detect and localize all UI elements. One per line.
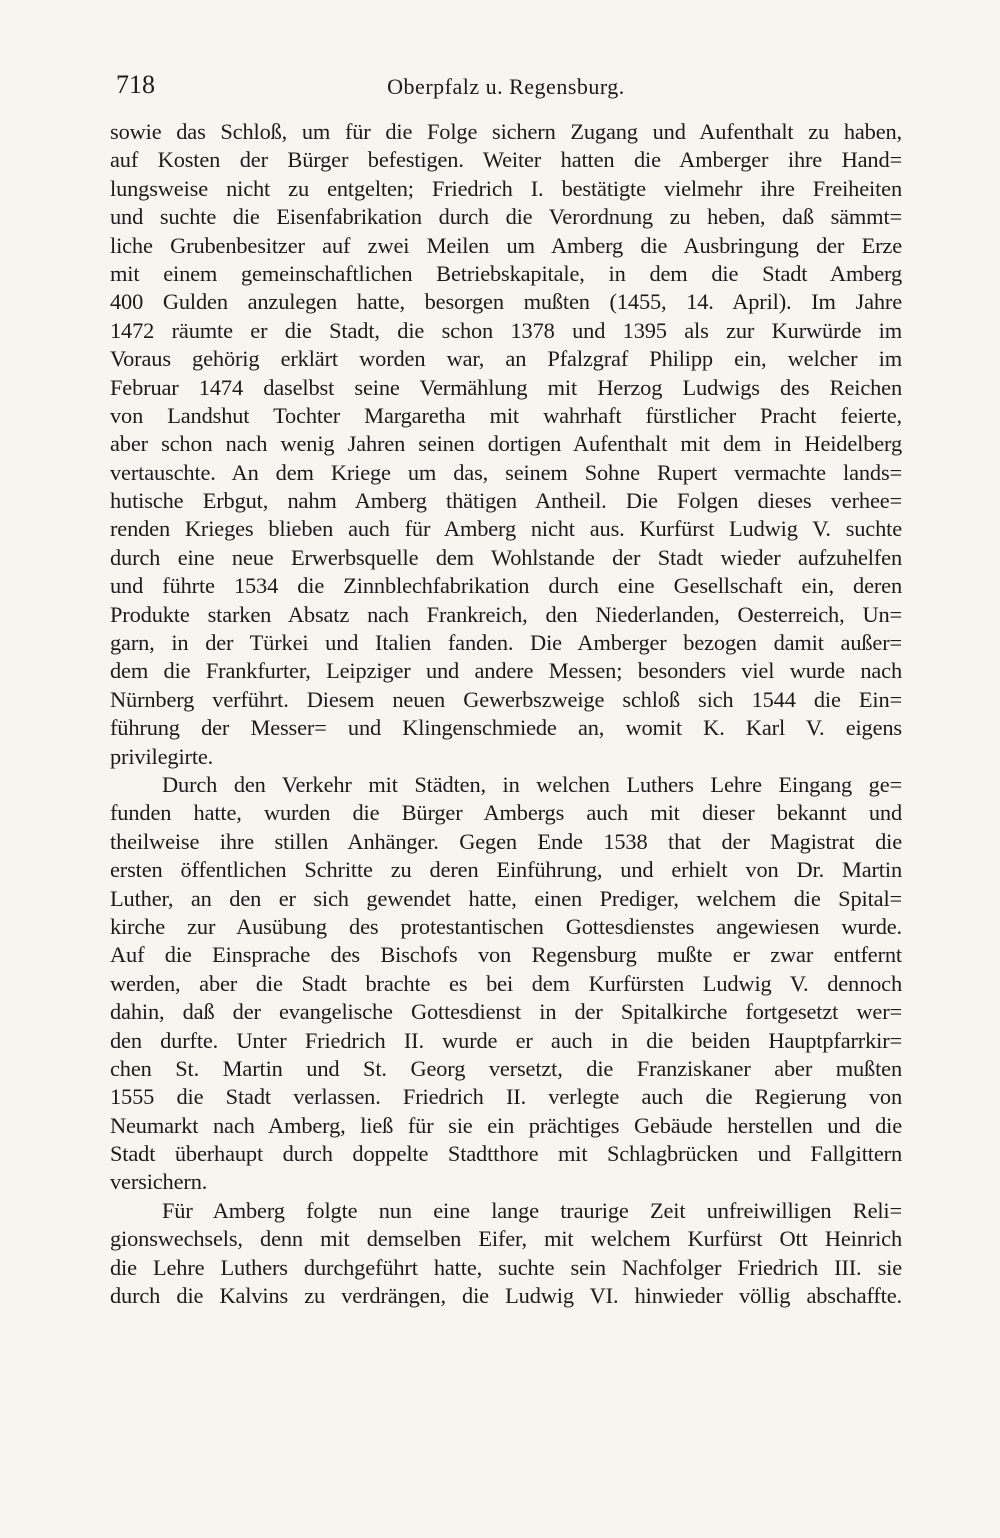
page-header: [110, 70, 902, 118]
text-line: sowie das Schloß, um für die Folge sichern Zugang und Aufenthalt zu haben,: [110, 119, 902, 144]
text-line: und führte 1534 die Zinnblechfabrikation durch eine Gesellschaft ein, deren: [110, 573, 902, 599]
text-line: 1472 räumte er die Stadt, die schon 1378 und 1395 als zur Kurwürde im: [110, 317, 902, 343]
book-page: [110, 70, 902, 1310]
text-line: kirche zur Ausübung des protestantischen Gottesdienstes angewiesen wurde.: [110, 913, 902, 939]
text-line: Nürnberg verführt. Diesem neuen Gewerbszweige schloß sich 1544 die Ein=: [110, 686, 902, 712]
text-line: versichern.: [110, 1169, 208, 1195]
text-line: Februar 1474 daselbst seine Vermählung mit Herzog Ludwigs des Reichen: [110, 374, 902, 400]
text-line: ersten öffentlichen Schritte zu deren Einführung, und erhielt von Dr. Martin: [110, 857, 902, 883]
text-line: lungsweise nicht zu entgelten; Friedrich I. bestätigte vielmehr ihre Freiheiten: [110, 175, 902, 201]
text-line: Luther, an den er sich gewendet hatte, einen Prediger, welchem die Spital=: [110, 885, 902, 911]
text-line: Neumarkt nach Amberg, ließ für sie ein prächtiges Gebäude herstellen und die: [110, 1112, 902, 1138]
text-line: von Landshut Tochter Margaretha mit wahrhaft fürstlicher Pracht feierte,: [110, 402, 902, 428]
page-number: 718: [116, 70, 155, 99]
text-line: hutische Erbgut, nahm Amberg thätigen Antheil. Die Folgen dieses verhee=: [110, 488, 902, 514]
text-line: aber schon nach wenig Jahren seinen dortigen Aufenthalt mit dem in Heidelberg: [110, 431, 902, 457]
text-line: theilweise ihre stillen Anhänger. Gegen Ende 1538 that der Magistrat die: [110, 828, 902, 854]
text-line: chen St. Martin und St. Georg versetzt, die Franziskaner aber mußten: [110, 1055, 902, 1081]
text-line: dem die Frankfurter, Leipziger und andere Messen; besonders viel wurde nach: [110, 658, 902, 684]
text-line: auf Kosten der Bürger befestigen. Weiter hatten die Amberger ihre Hand=: [110, 147, 902, 173]
text-line: durch eine neue Erwerbsquelle dem Wohlstande der Stadt wieder aufzuhelfen: [110, 544, 902, 570]
text-line: Stadt überhaupt durch doppelte Stadtthore mit Schlagbrücken und Fallgittern: [110, 1141, 902, 1167]
text-line: 1555 die Stadt verlassen. Friedrich II. verlegte auch die Regierung von: [110, 1084, 902, 1110]
text-line: vertauschte. An dem Kriege um das, seinem Sohne Rupert vermachte lands=: [110, 459, 902, 485]
text-line: garn, in der Türkei und Italien fanden. Die Amberger bezogen damit außer=: [110, 630, 902, 656]
text-line: Für Amberg folgte nun eine lange traurige Zeit unfreiwilligen Reli=: [162, 1197, 902, 1223]
body-text: [110, 118, 902, 1310]
text-line: mit einem gemeinschaftlichen Betriebskapitale, in dem die Stadt Amberg: [110, 260, 902, 286]
text-line: die Lehre Luthers durchgeführt hatte, suchte sein Nachfolger Friedrich III. sie: [110, 1254, 902, 1280]
text-line: Durch den Verkehr mit Städten, in welchen Luthers Lehre Eingang ge=: [162, 771, 902, 797]
text-line: führung der Messer= und Klingenschmiede an, womit K. Karl V. eigens: [110, 715, 902, 741]
text-line: gionswechsels, denn mit demselben Eifer, mit welchem Kurfürst Ott Heinrich: [110, 1226, 902, 1252]
text-line: liche Grubenbesitzer auf zwei Meilen um Amberg die Ausbringung der Erze: [110, 232, 902, 258]
text-line: renden Krieges blieben auch für Amberg nicht aus. Kurfürst Ludwig V. suchte: [110, 516, 902, 542]
text-line: privilegirte.: [110, 743, 214, 769]
text-line: Auf die Einsprache des Bischofs von Regensburg mußte er zwar entfernt: [110, 942, 902, 968]
text-line: werden, aber die Stadt brachte es bei dem Kurfürsten Ludwig V. dennoch: [110, 970, 902, 996]
text-line: Produkte starken Absatz nach Frankreich, den Niederlanden, Oesterreich, Un=: [110, 601, 902, 627]
text-line: den durfte. Unter Friedrich II. wurde er auch in die beiden Hauptpfarrkir=: [110, 1027, 902, 1053]
text-line: Voraus gehörig erklärt worden war, an Pfalzgraf Philipp ein, welcher im: [110, 346, 902, 372]
text-line: funden hatte, wurden die Bürger Ambergs auch mit dieser bekannt und: [110, 800, 902, 826]
running-title: Oberpfalz u. Regensburg.: [387, 74, 625, 99]
text-line: 400 Gulden anzulegen hatte, besorgen mußten (1455, 14. April). Im Jahre: [110, 289, 902, 315]
text-line: durch die Kalvins zu verdrängen, die Ludwig VI. hinwieder völlig abschaffte.: [110, 1283, 902, 1309]
text-line: und suchte die Eisenfabrikation durch die Verordnung zu heben, daß sämmt=: [110, 204, 902, 230]
text-line: dahin, daß der evangelische Gottesdienst in der Spitalkirche fortgesetzt wer=: [110, 999, 902, 1025]
